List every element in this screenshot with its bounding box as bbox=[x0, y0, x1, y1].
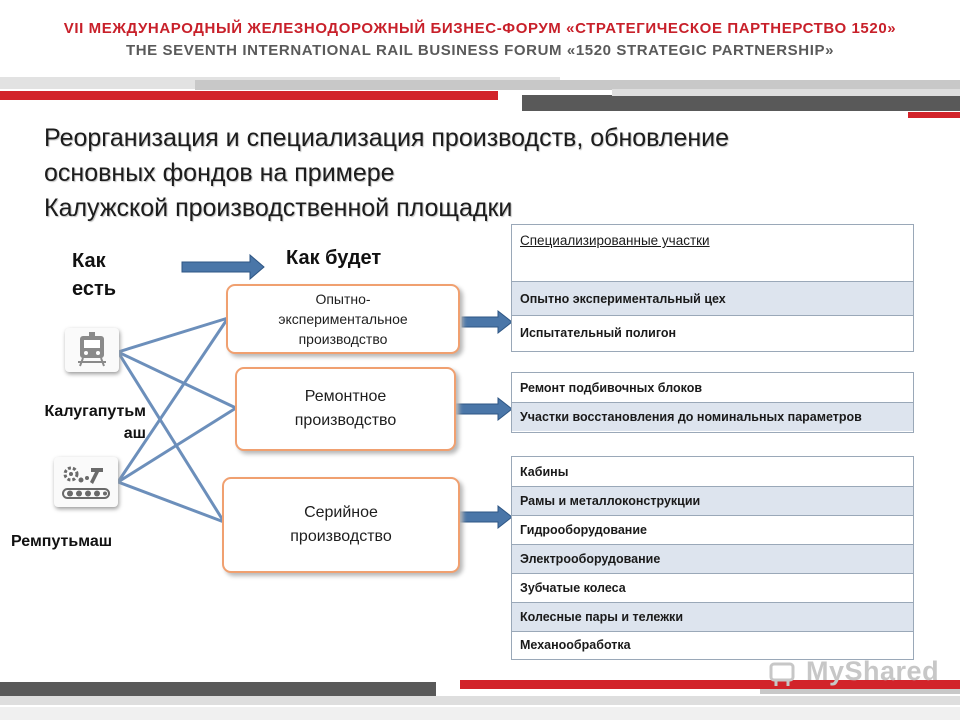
table-row: Механообработка bbox=[512, 631, 913, 658]
serial-table bbox=[511, 456, 914, 660]
watermark-text: MyShared bbox=[806, 656, 940, 686]
arrow-to-repair bbox=[456, 398, 512, 420]
locomotive-icon bbox=[75, 332, 109, 368]
decor-stripe bbox=[0, 707, 960, 720]
remput-label: Ремпутьмаш bbox=[11, 533, 113, 550]
decor-stripe bbox=[760, 689, 960, 694]
specialized-table-header bbox=[512, 225, 913, 281]
as-is-to-be-arrow bbox=[182, 255, 264, 279]
machinery-icon bbox=[59, 462, 113, 502]
table-row: Колесные пары и тележки bbox=[512, 602, 913, 631]
experimental-production-box bbox=[226, 284, 460, 354]
table-row: Испытательный полигон bbox=[512, 315, 913, 350]
forum-title-en: THE SEVENTH INTERNATIONAL RAIL BUSINESS FORUM «1520 STRATEGIC PARTNERSHIP» bbox=[125, 42, 835, 59]
serial-production-label: Серийное производство bbox=[290, 504, 392, 545]
arrow-to-serial bbox=[460, 506, 512, 528]
decor-stripe bbox=[0, 696, 960, 705]
table-row: Электрооборудование bbox=[512, 544, 913, 573]
table-row: Опытно экспериментальный цех bbox=[512, 281, 913, 315]
serial-production-box bbox=[222, 477, 460, 573]
arrow-to-specialized bbox=[462, 311, 512, 333]
table-row: Ремонт подбивочных блоков bbox=[520, 380, 703, 395]
as-is-line-2: есть bbox=[72, 278, 117, 300]
table-row: Кабины bbox=[520, 464, 569, 479]
title-line-2: основных фондов на примере bbox=[44, 159, 395, 187]
table-row: Зубчатые колеса bbox=[512, 573, 913, 602]
remput-icon-box bbox=[54, 457, 118, 507]
title-line-3: Калужской производственной площадки bbox=[44, 194, 513, 222]
table-row: Участки восстановления до номинальных параметров bbox=[512, 402, 913, 431]
table-row: Гидрооборудование bbox=[512, 515, 913, 544]
title-line-1: Реорганизация и специализация производств, обновление bbox=[44, 124, 730, 152]
specialized-header-text: Специализированные участки bbox=[520, 233, 710, 248]
repair-production-label: Ремонтное производство bbox=[294, 388, 397, 429]
table-row: Рамы и металлоконструкции bbox=[512, 486, 913, 515]
watermark-logo-icon bbox=[768, 658, 798, 688]
to-be-label: Как будет bbox=[286, 247, 382, 269]
kaluga-label bbox=[22, 401, 146, 445]
as-is-line-1: Как bbox=[72, 250, 106, 272]
forum-title-ru: VII МЕЖДУНАРОДНЫЙ ЖЕЛЕЗНОДОРОЖНЫЙ БИЗНЕС-ФОРУМ «СТРАТЕГИЧЕСКОЕ ПАРТНЕРСТВО 1520» bbox=[63, 20, 897, 37]
decor-stripe bbox=[0, 682, 436, 696]
repair-production-box bbox=[235, 367, 456, 451]
watermark bbox=[768, 656, 939, 688]
kaluga-label-line-1: Калугапутьм bbox=[44, 403, 146, 420]
kaluga-label-line-2: аш bbox=[123, 425, 146, 442]
experimental-production-label: Опытно-экспериментальное производство bbox=[278, 291, 408, 347]
repair-table bbox=[511, 372, 914, 433]
specialized-table bbox=[511, 224, 914, 352]
kaluga-icon-box bbox=[65, 328, 119, 372]
